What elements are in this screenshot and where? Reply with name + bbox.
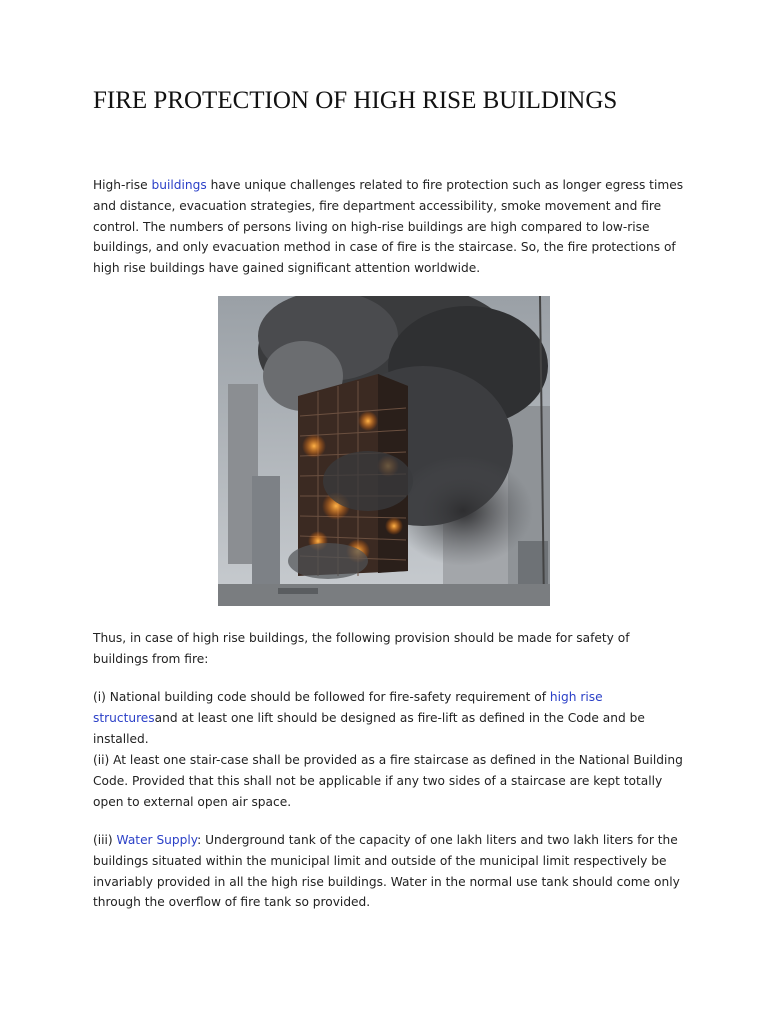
intro-text-start: High-rise <box>93 178 152 192</box>
provision-item-2: (ii) At least one stair-case shall be provided as a fire staircase as defined in the National Building Code. Provided that this shall not be applicable if any two sides of a staircase are kept totally open to external open air space. <box>93 753 683 809</box>
intro-paragraph <box>93 175 685 279</box>
buildings-link[interactable]: buildings <box>151 178 207 192</box>
item-1-text-rest: and at least one lift should be designed as fire-lift as defined in the Code and be installed. <box>93 710 645 746</box>
thus-paragraph: Thus, in case of high rise buildings, the following provision should be made for safety of buildings from fire: <box>93 631 630 666</box>
intro-text-rest: have unique challenges related to fire protection such as longer egress times and distance, evacuation strategies, fire department accessibility, smoke movement and fire control. The numbers of persons living on high-rise buildings are high compared to low-rise buildings, and only evacuation method in case of fire is the staircase. So, the fire protections of high rise buildings have gained significant attention worldwide. <box>93 178 684 276</box>
provision-item-3 <box>93 830 685 913</box>
high-rise-structures-link[interactable]: high rise structures <box>93 690 603 725</box>
item-1-text-start: (i) National building code should be followed for fire-safety requirement of <box>93 690 550 704</box>
item-3-text-rest: : Underground tank of the capacity of one lakh liters and two lakh liters for the buildings situated within the municipal limit and outside of the municipal limit respectively be invariably provided in all the high rise buildings. Water in the normal use tank should come only through the overflow of fire tank so provided. <box>93 833 680 910</box>
water-supply-link[interactable]: Water Supply <box>116 833 198 847</box>
item-3-text-start: (iii) <box>93 833 117 847</box>
provision-item-1 <box>93 687 685 749</box>
burning-building-photo <box>218 296 550 606</box>
page-title: FIRE PROTECTION OF HIGH RISE BUILDINGS <box>93 87 618 114</box>
